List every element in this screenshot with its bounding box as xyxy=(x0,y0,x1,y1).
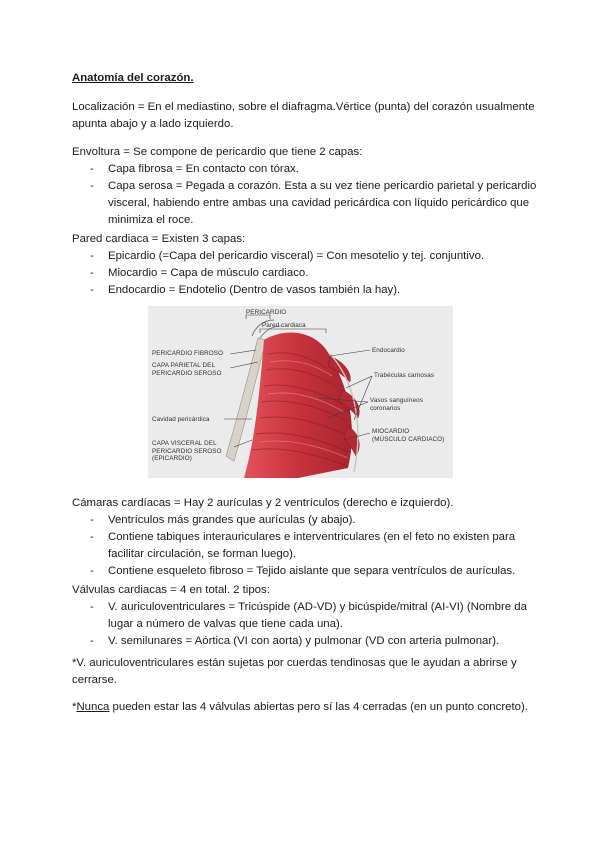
label-line: MIOCARDIO xyxy=(372,428,410,435)
label-pericardio: PERICARDIO xyxy=(246,309,287,316)
list-item-text: lugar a número de valvas que tiene cada una). xyxy=(108,618,343,630)
localizacion-paragraph xyxy=(72,99,535,133)
pared-section xyxy=(72,231,532,299)
pared-intro: Pared cardiaca = Existen 3 capas: xyxy=(72,233,246,245)
text-line xyxy=(72,699,532,716)
list-item-text: minimiza el roce. xyxy=(108,214,194,226)
note-emphasis: Nunca xyxy=(76,701,110,713)
label-line: CAPA VISCERAL DEL xyxy=(152,440,217,447)
envoltura-list xyxy=(72,161,537,229)
label-capa-parietal xyxy=(152,362,222,377)
document-title: Anatomía del corazón. xyxy=(72,72,194,84)
text-line: *V. auriculoventriculares están sujetas por cuerdas tendinosas que le ayudan a abrirse y xyxy=(72,657,517,669)
heart-wall-illustration xyxy=(148,306,453,478)
label-line: CAPA PARIETAL DEL xyxy=(152,362,216,369)
envoltura-section xyxy=(72,144,537,229)
label-pericardio-fibroso: PERICARDIO FIBROSO xyxy=(152,350,224,357)
list-item-text: - Contiene esqueleto fibroso = Tejido aislante que separa ventrículos de aurículas. xyxy=(108,565,516,577)
list-item-text: - Miocardio = Capa de músculo cardiaco. xyxy=(108,267,309,279)
list-item-text: - V. auriculoventriculares = Tricúspide (AD-VD) y bicúspide/mitral (AI-VI) (Nombre da xyxy=(108,601,527,613)
label-cavidad: Cavidad pericárdica xyxy=(152,416,210,423)
text-line: apunta abajo y a lado izquierdo. xyxy=(72,118,234,130)
label-line: PERICARDIO SEROSO xyxy=(152,447,222,455)
camaras-section xyxy=(72,495,532,580)
list-item-text: - Ventrículos más grandes que aurículas (y abajo). xyxy=(108,514,356,526)
label-miocardio xyxy=(372,428,444,443)
note-prefix: * xyxy=(72,701,77,713)
note-text: pueden estar las 4 válvulas abiertas pero sí las 4 cerradas (en un punto concreto). xyxy=(109,701,528,713)
label-line: (EPICARDIO) xyxy=(152,455,192,462)
label-line: Vasos sanguíneos xyxy=(370,397,423,404)
list-item-text: - Capa serosa = Pegada a corazón. Esta a su vez tiene pericardio parietal y pericardio xyxy=(108,180,537,192)
envoltura-intro: Envoltura = Se compone de pericardio que tiene 2 capas: xyxy=(72,146,363,158)
valvulas-section xyxy=(72,582,532,650)
list-item xyxy=(72,265,532,282)
list-item xyxy=(72,563,532,580)
list-item-text: - V. semilunares = Aórtica (VI con aorta) y pulmonar (VD con arteria pulmonar). xyxy=(108,635,500,647)
label-pared-cardiaca: Pared cardiaca xyxy=(262,322,306,329)
list-item xyxy=(72,512,532,529)
valvulas-intro: Válvulas cardiacas = 4 en total. 2 tipos: xyxy=(72,584,270,596)
list-item xyxy=(72,161,532,178)
list-item xyxy=(72,529,532,563)
list-item-text: - Contiene tabiques interauriculares e interventriculares (en el feto no existen para xyxy=(108,531,516,543)
list-item-text: facilitar circulación, se forman luego). xyxy=(108,548,297,560)
note-auriculoventriculares xyxy=(72,655,532,689)
label-trabeculas: Trabéculas carnosas xyxy=(374,372,435,379)
label-line: PERICARDIO SEROSO xyxy=(152,369,222,377)
list-item-text: - Epicardio (=Capa del pericardio visceral) = Con mesotelio y tej. conjuntivo. xyxy=(108,250,485,262)
list-item xyxy=(72,248,532,265)
note-valvulas xyxy=(72,699,532,716)
camaras-intro: Cámaras cardíacas = Hay 2 aurículas y 2 ventrículos (derecho e izquierdo). xyxy=(72,497,454,509)
text-line: Localización = En el mediastino, sobre el diafragma.Vértice (punta) del corazón usualmente xyxy=(72,101,535,113)
label-endocardio: Endocardio xyxy=(372,347,405,354)
label-line: coronarios xyxy=(370,404,401,412)
list-item xyxy=(72,282,532,299)
valvulas-list xyxy=(72,599,532,650)
list-item-text: visceral, habiendo entre ambas una cavidad pericárdica con líquido pericárdico que xyxy=(108,197,530,209)
list-item xyxy=(72,599,532,633)
label-vasos xyxy=(370,397,423,412)
list-item-text: - Endocardio = Endotelio (Dentro de vasos también la hay). xyxy=(108,284,401,296)
pared-list xyxy=(72,248,532,299)
list-item xyxy=(72,633,532,650)
text-line: cerrarse. xyxy=(72,674,117,686)
label-line: (MÚSCULO CARDIACO) xyxy=(372,435,445,443)
list-item-text: - Capa fibrosa = En contacto con tórax. xyxy=(108,163,299,175)
list-item xyxy=(72,178,537,229)
label-capa-visceral xyxy=(152,440,222,463)
camaras-list xyxy=(72,512,532,580)
